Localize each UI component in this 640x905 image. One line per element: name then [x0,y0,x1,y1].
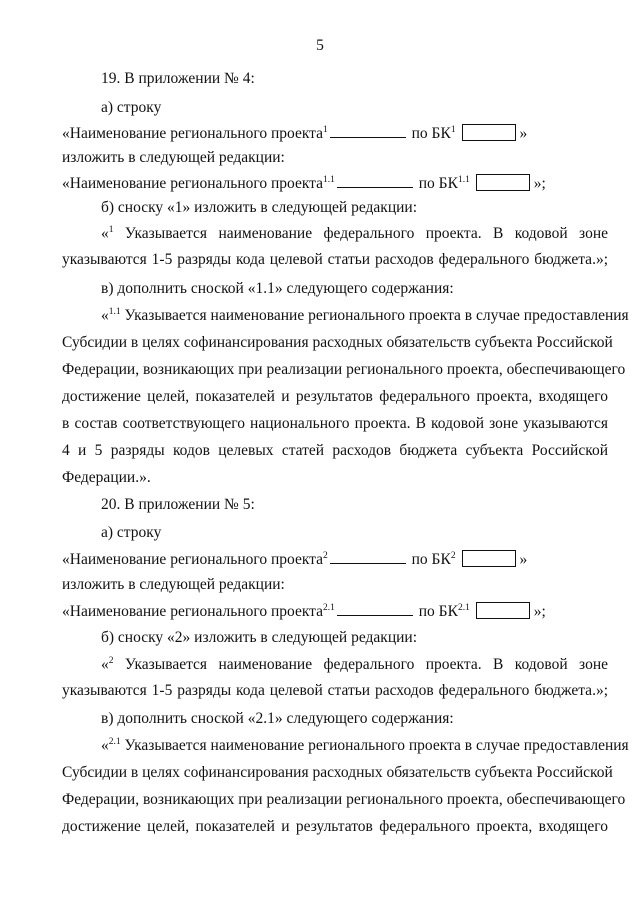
section-19-heading: 19. В приложении № 4: [101,70,255,87]
section-19-para-line-6: 4 и 5 разряды кодов целевых статей расходов бюджета субъекта Российской [62,442,608,459]
para-text: Указывается наименование регионального проекта в случае предоставления [124,307,629,324]
section-19-replace-text: изложить в следующей редакции: [62,149,285,166]
section-20-item-a: а) строку [101,524,162,541]
closing-quote: »; [533,175,546,192]
section-20-para-line-1: «$^{2.1}$ Указывается наименование регионального проекта в случае предоставления [101,737,629,754]
new-line-text: «Наименование регионального проекта [62,175,324,192]
section-20-para-line-3: Федерации, возникающих при реализации регионального проекта, обеспечивающего [62,791,626,808]
section-19-para-line-5: в состав соответствующего национального проекта. В кодовой зоне указываются [62,415,608,432]
section-20-item-c: в) дополнить сноской «2.1» следующего содержания: [101,710,454,727]
section-19-item-b: б) сноску «1» изложить в следующей редакции: [101,199,418,216]
section-19-footnote-line-1 [101,225,608,243]
fn-sup: 1 [108,225,114,235]
section-19-footnote-line-2: указываются 1-5 разряды кода целевой статьи расходов федерального бюджета.»; [62,251,608,268]
para-text: Указывается наименование регионального проекта в случае предоставления [124,737,629,754]
section-19-para-line-1: «$^{1.1}$ Указывается наименование регионального проекта в случае предоставления [101,307,629,324]
fn-text: Указывается наименование федерального проекта. В кодовой зоне [124,656,608,673]
fn-sup: 2 [108,656,114,666]
section-19-para-line-2: Субсидии в целях софинансирования расходных обязательств субъекта Российской [62,334,613,351]
fn-open-quote: « [101,656,109,673]
bk-code-box [476,174,530,191]
bk-sup: 2 [450,551,456,561]
bk-sup: 2.1 [457,603,470,613]
section-19-new-line [62,174,546,193]
para-sup: 2.1 [108,737,121,747]
section-19-para-line-7: Федерации.». [62,469,151,486]
section-20-heading: 20. В приложении № 5: [101,496,255,513]
new-line-sup: 1.1 [323,175,335,185]
fn-text: Указывается наименование федерального проекта. В кодовой зоне [124,225,608,242]
bk-label: по БК [411,125,451,142]
section-20-replace-text: изложить в следующей редакции: [62,576,285,593]
closing-quote: »; [533,603,546,620]
closing-quote: » [519,125,528,142]
old-line-text: «Наименование регионального проекта [62,125,324,142]
section-20-para-line-4: достижение целей, показателей и результатов федерального проекта, входящего [62,818,608,835]
bk-code-box [476,602,530,619]
section-19-para-line-3: Федерации, возникающих при реализации регионального проекта, обеспечивающего [62,361,626,378]
section-20-footnote-line-2: указываются 1-5 разряды кода целевой статьи расходов федерального бюджета.»; [62,682,608,699]
para-sup: 1.1 [108,307,121,317]
blank-line [330,136,406,138]
section-20-old-line [62,550,527,569]
section-19-para-line-4: достижение целей, показателей и результатов федерального проекта, входящего [62,388,608,405]
section-20-footnote-line-1 [101,656,608,674]
section-19-item-c: в) дополнить сноской «1.1» следующего содержания: [101,280,454,297]
old-line-sup: 2 [323,551,328,561]
blank-line [337,614,413,616]
section-20-item-b: б) сноску «2» изложить в следующей редакции: [101,629,418,646]
new-line-sup: 2.1 [323,603,335,613]
closing-quote: » [519,551,528,568]
bk-sup: 1.1 [457,175,470,185]
old-line-text: «Наименование регионального проекта [62,551,324,568]
bk-label: по БК [418,175,458,192]
fn-open-quote: « [101,225,109,242]
bk-label: по БК [418,603,458,620]
bk-label: по БК [411,551,451,568]
bk-code-box [462,124,516,141]
section-19-item-a: а) строку [101,99,162,116]
new-line-text: «Наименование регионального проекта [62,603,324,620]
blank-line [330,562,406,564]
blank-line [337,186,413,188]
section-19-old-line [62,124,527,143]
page-number: 5 [316,37,324,54]
bk-code-box [462,550,516,567]
section-20-new-line [62,602,546,621]
old-line-sup: 1 [323,125,328,135]
section-20-para-line-2: Субсидии в целях софинансирования расходных обязательств субъекта Российской [62,764,613,781]
bk-sup: 1 [450,125,456,135]
